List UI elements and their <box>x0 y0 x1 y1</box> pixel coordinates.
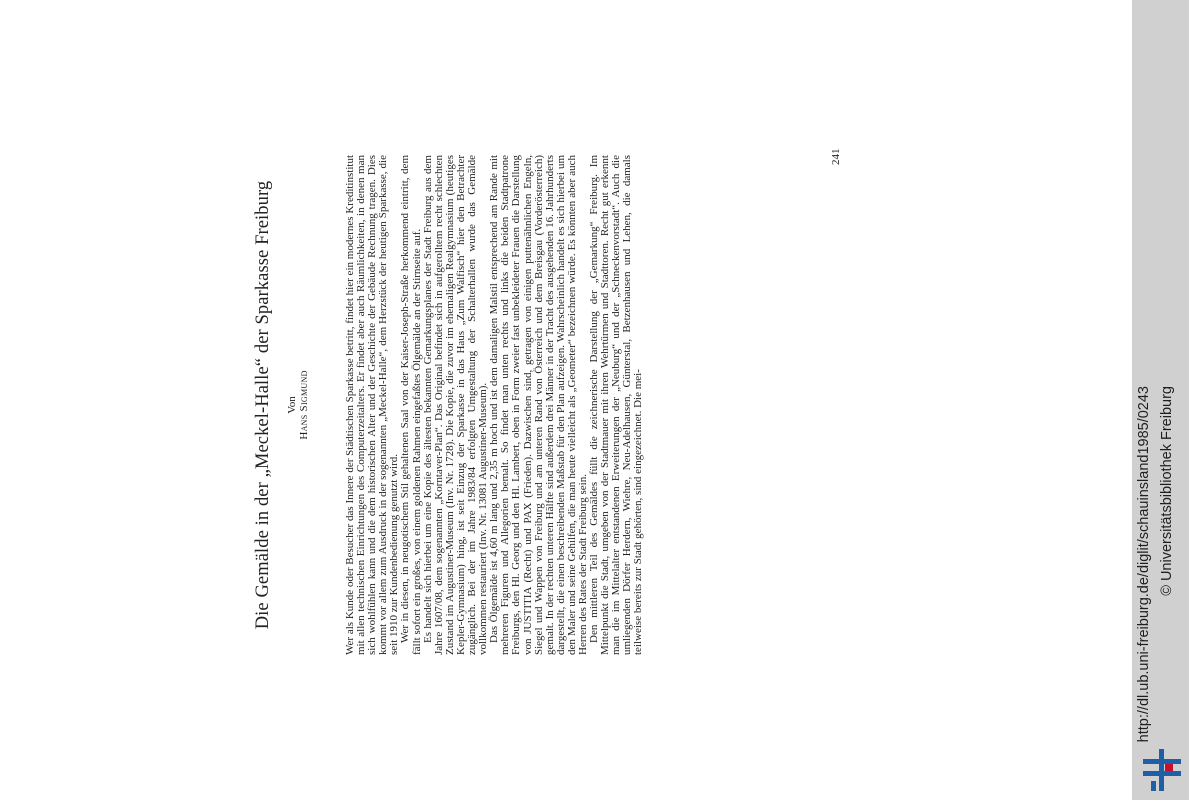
paragraph-2: Wer in diesen, in neugotischem Stil gehaltenen Saal von der Kaiser-Joseph-Straße herkommend eintritt, dem fällt sofort ein großes, von einem goldenen Rahmen eingefaßtes Ölgemälde an der Stirnseite auf. <box>399 155 423 655</box>
paragraph-3: Es handelt sich hierbei um eine Kopie des ältesten bekannten Gemarkungsplanes der Stadt Freiburg aus dem Jahre 1607/08, dem sogenannten „Korntaver-Plan“. Das Original befindet sich in aufgerolltem recht schlechten Zustand im Augustiner-Museum (Inv. Nr. 1728). Die Kopie, die zuvor im ehemaligen Realgymnasium (heutiges Kepler-Gymnasium) hing, ist seit Einzug der Sparkasse in das Haus „Zum Walfisch“ hier den Betrachter zugänglich. Bei der im Jahre 1983/84 erfolgten Umgestaltung der Schalterhallen wurde das Gemälde vollkommen restauriert (Inv. Nr. 13081 Augustiner-Museum). <box>421 155 490 655</box>
paragraph-5: Den mittleren Teil des Gemäldes füllt die zeichnerische Darstellung der „Gemarkung“ Freiburg. Im Mittelpunkt die Stadt, umgeben von der Stadtmauer mit ihren Wehrtürmen und Stadttoren. Recht gut erkennt man die im Mittelalter entstandenen Erweiterungen der „Neuburg“ und der „Schneckenvorstadt“. Auch die umliegenden Dörfer Herdern, Wiehre, Neu-Adelhausen, Günterstal, Betzenhausen und Lehen, die damals teilweise bereits zur Stadt gehörten, sind eingezeichnet. Die mei- <box>588 155 645 655</box>
paragraph-4: Das Ölgemälde ist 4,60 m lang und 2,35 m hoch und ist dem damaligen Malstil entsprechend am Rande mit mehreren Figuren und Allegorien bemalt. So findet man unten rechts und links die beiden Stadtpatrone Freiburgs, den Hl. Georg und den Hl. Lambert, oben in Form zweier fast unbekleideter Frauen die Darstellung von JUSTITIA (Recht) und PAX (Frieden). Dazwischen sind, getragen von einigen puttenähnlichen Engeln, Siegel und Wappen von Freiburg und am unteren Rand von Österreich und dem Breisgau (Vorderösterreich) gemalt. In der rechten unteren Hälfte sind außerdem drei Männer in der Tracht des ausgehenden 16. Jahrhunderts dargestellt, die einen beschreibenden Maßstab für den Plan aufzeigen. Wahrscheinlich handelt es sich hierbei um den Maler und seine Gehilfen, die man heute vielleicht als „Geometer“ bezeichnen würde. Es könnten aber auch Herren des Rates der Stadt Freiburg sein. <box>488 155 589 655</box>
ub-freiburg-logo-icon <box>1141 745 1183 793</box>
page-number: 241 <box>830 148 842 165</box>
sidebar-text <box>1135 0 1185 800</box>
article-body <box>345 155 645 655</box>
byline-von: Von <box>286 396 298 414</box>
copyright-notice: © Universitätsbibliothek Freiburg <box>1159 386 1175 596</box>
page-content <box>250 148 970 655</box>
paragraph-1: Wer als Kunde oder Besucher das Innere der Städtischen Sparkasse betritt, findet hier ein modernes Kreditinstitut mit allen technischen Einrichtungen des Computerzeitalters. Er findet aber auch Räumlichkeiten, in denen man sich wohlfühlen kann und die dem historischen Alter und der Geschichte der Gebäude Rechnung tragen. Dies kommt vor allem zum Ausdruck in der sogenannten „Meckel-Halle“, dem Herzstück der heutigen Sparkasse, die seit 1910 zur Kundenbedienung genutzt wird. <box>344 155 401 655</box>
logo-blue-foot <box>1151 781 1156 791</box>
logo-red-block <box>1165 764 1173 771</box>
author-name <box>298 155 311 655</box>
logo-blue-stem <box>1159 749 1164 791</box>
source-url[interactable]: http://dl.ub.uni-freiburg.de/diglit/schauinsland1985/0243 <box>1136 386 1152 743</box>
author-name-text: Hans Sigmund <box>298 370 310 440</box>
article-title: Die Gemälde in der „Meckel-Halle“ der Sparkasse Freiburg <box>253 180 273 630</box>
